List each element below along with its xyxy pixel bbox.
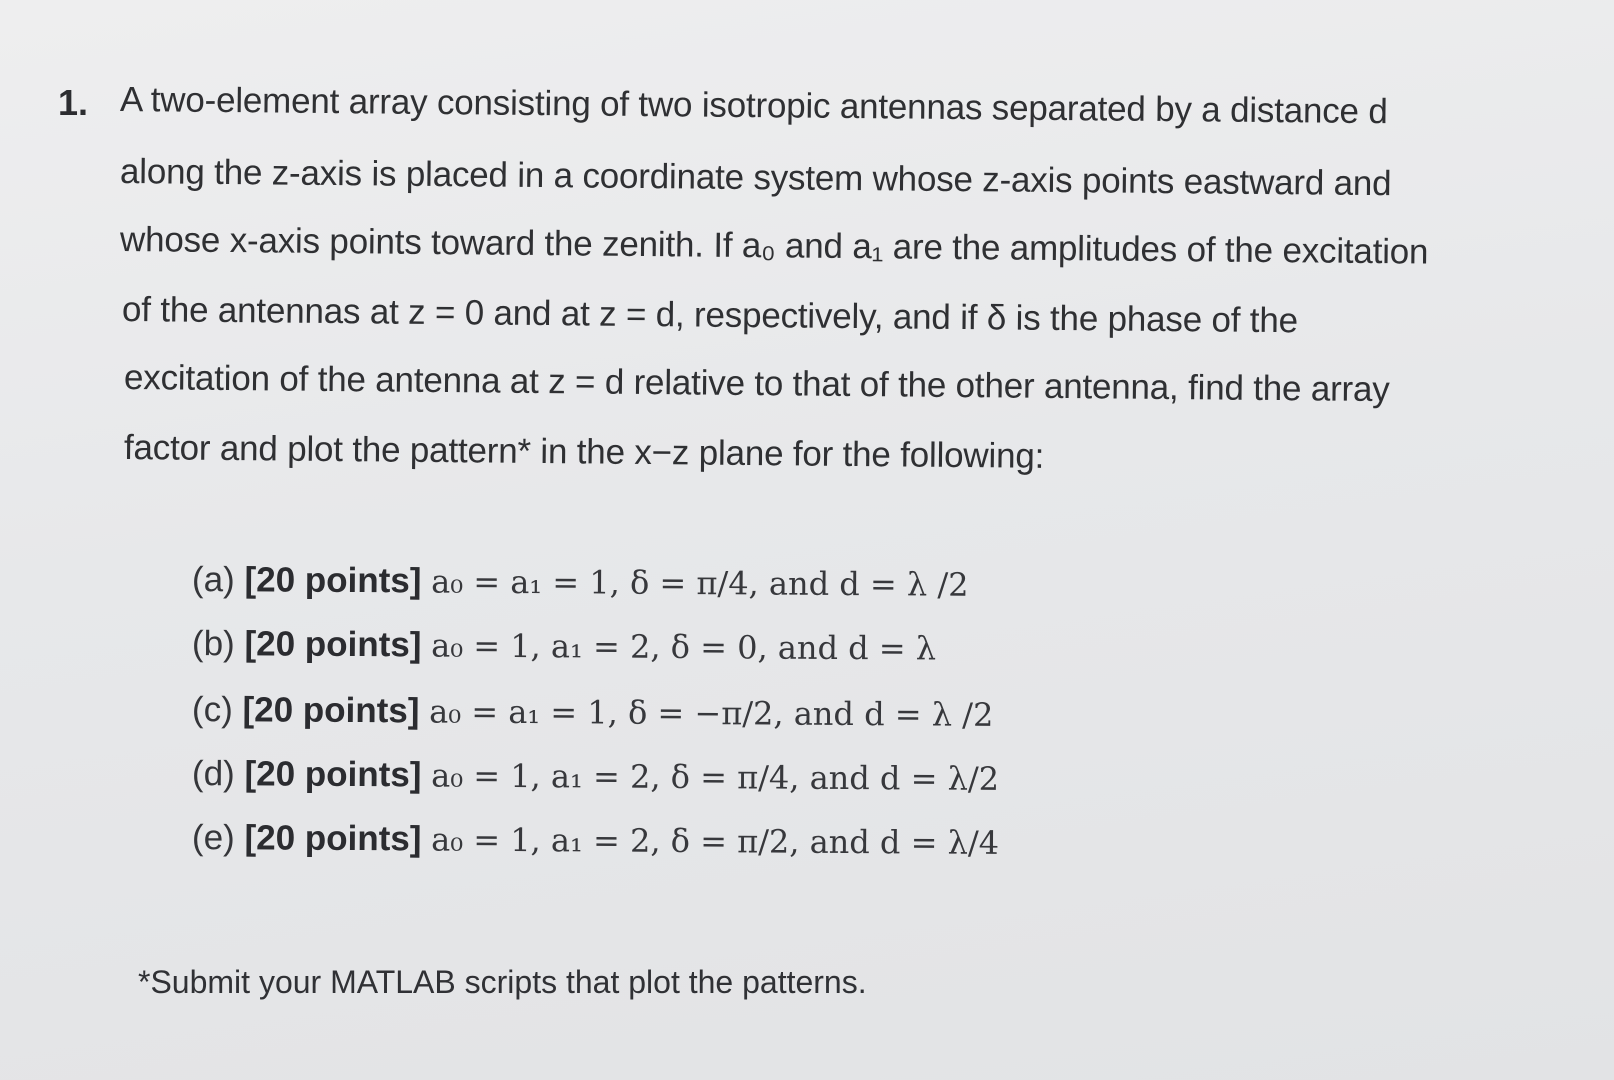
problem-line-6: factor and plot the pattern* in the x−z plane for the following: <box>123 428 1045 476</box>
subproblem-condition: a₀ = 1, a₁ = 2, δ = π/4, and d = λ/2 <box>431 756 1000 798</box>
subproblem-label: (b) <box>191 624 235 664</box>
subproblem-label: (a) <box>191 560 235 600</box>
subproblem-e <box>192 818 999 863</box>
subproblem-points: [20 points] <box>244 560 422 601</box>
subproblem-b <box>192 624 936 669</box>
subproblem-label: (c) <box>191 690 233 730</box>
problem-line-1: A two-element array consisting of two isotropic antennas separated by a distance d <box>119 80 1388 132</box>
subproblem-points: [20 points] <box>242 690 420 731</box>
subproblem-points: [20 points] <box>244 624 422 665</box>
subproblem-condition: a₀ = 1, a₁ = 2, δ = 0, and d = λ <box>431 626 937 668</box>
subproblem-d <box>192 754 999 799</box>
subproblem-label: (d) <box>191 754 235 794</box>
subproblem-c <box>192 690 994 735</box>
subproblem-points: [20 points] <box>244 754 422 795</box>
subproblem-label: (e) <box>191 818 235 858</box>
subproblem-points: [20 points] <box>244 818 422 859</box>
subproblem-condition: a₀ = a₁ = 1, δ = π/4, and d = λ /2 <box>431 562 969 604</box>
footnote: *Submit your MATLAB scripts that plot the patterns. <box>138 964 867 1000</box>
subproblem-a <box>192 560 969 605</box>
problem-line-5: excitation of the antenna at z = d relative to that of the other antenna, find the array <box>123 358 1390 410</box>
problem-line-4: of the antennas at z = 0 and at z = d, respectively, and if δ is the phase of the <box>121 290 1299 341</box>
subproblem-condition: a₀ = 1, a₁ = 2, δ = π/2, and d = λ/4 <box>431 820 1000 862</box>
subproblem-condition: a₀ = a₁ = 1, δ = −π/2, and d = λ /2 <box>429 692 994 734</box>
problem-number: 1. <box>58 82 89 123</box>
problem-line-2: along the z-axis is placed in a coordinate system whose z-axis points eastward and <box>119 152 1392 204</box>
problem-line-3: whose x-axis points toward the zenith. If a₀ and a₁ are the amplitudes of the excitation <box>119 220 1429 272</box>
